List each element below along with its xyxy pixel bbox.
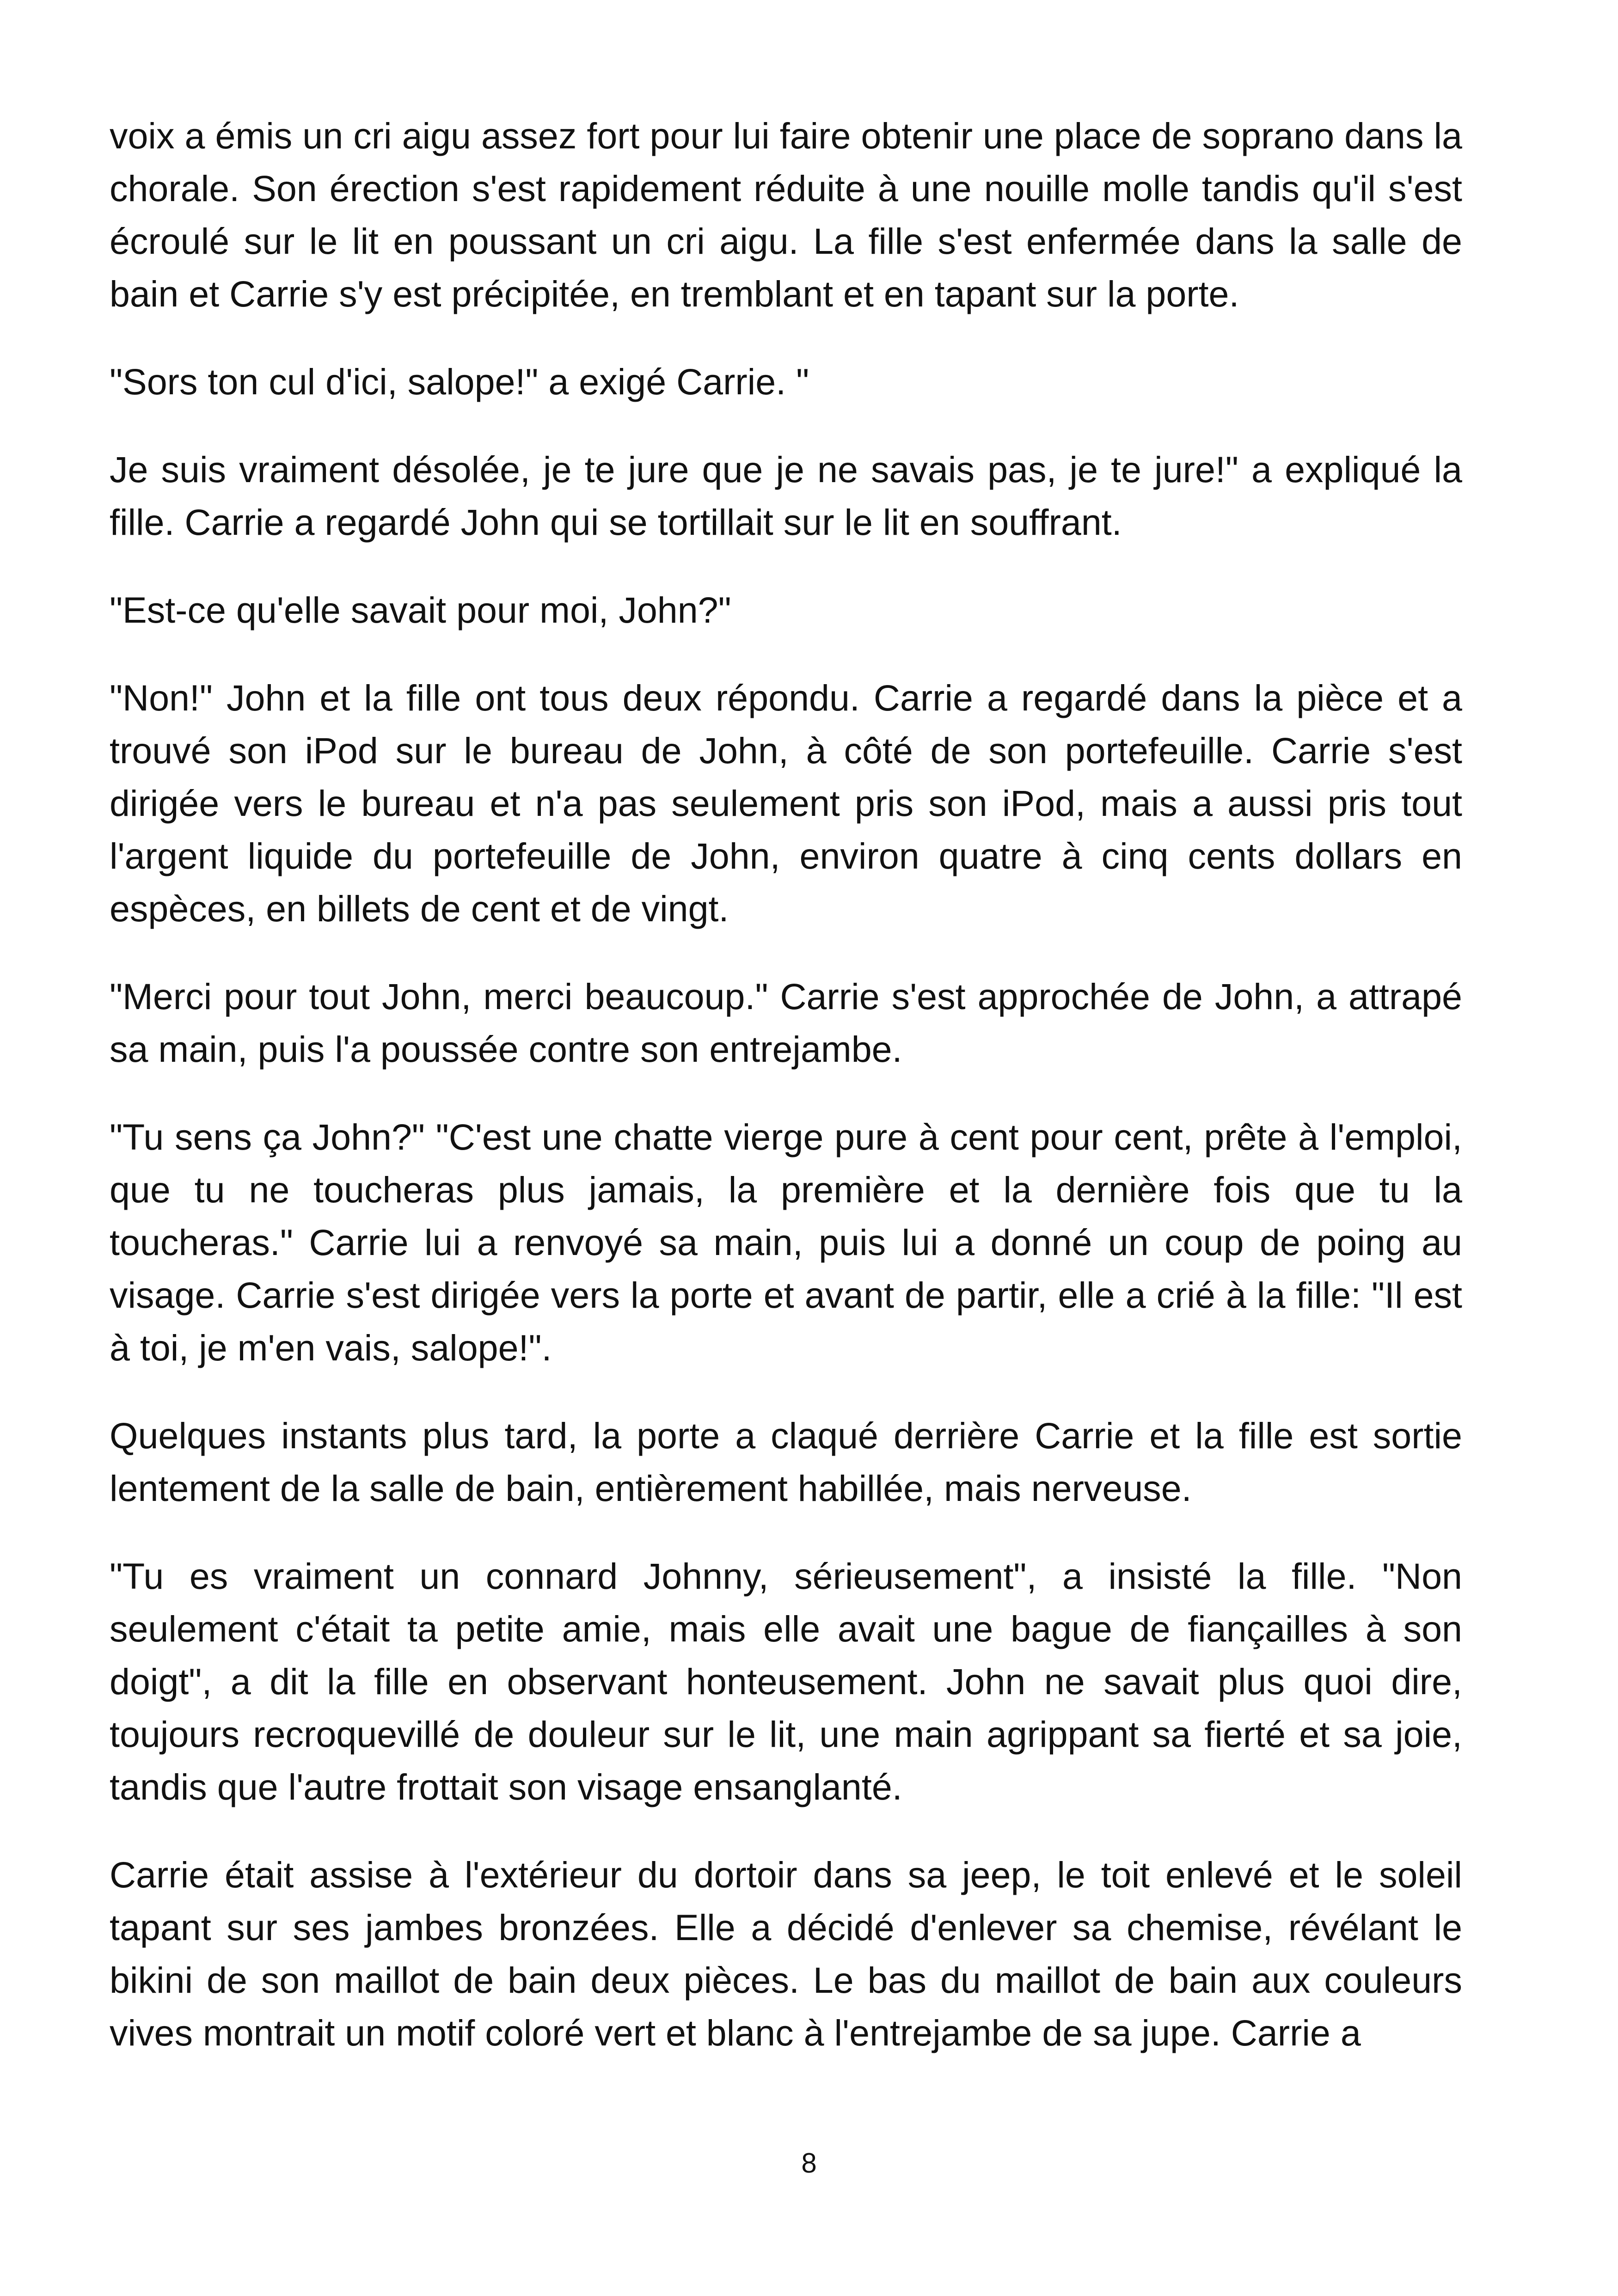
paragraph-10: Carrie était assise à l'extérieur du dortoir dans sa jeep, le toit enlevé et le soleil tapant sur ses jambes bronzées. Elle a décidé d'enlever sa chemise, révélant le bikini de son maillot de bain deux pièces. Le bas du maillot de bain aux couleurs vives montrait un motif coloré vert et blanc à l'entrejambe de sa jupe. Carrie a [110, 1854, 1462, 2053]
page-number: 8 [801, 2148, 817, 2179]
paragraph-5: "Non!" John et la fille ont tous deux répondu. Carrie a regardé dans la pièce et a trouvé son iPod sur le bureau de John, à côté de son portefeuille. Carrie s'est dirigée vers le bureau et n'a pas seulement pris son iPod, mais a aussi pris tout l'argent liquide du portefeuille de John, environ quatre à cinq cents dollars en espèces, en billets de cent et de vingt. [110, 677, 1462, 929]
paragraph-7: "Tu sens ça John?" "C'est une chatte vierge pure à cent pour cent, prête à l'emploi, que tu ne toucheras plus jamais, la première et la dernière fois que tu la toucheras." Carrie lui a renvoyé sa main, puis lui a donné un coup de poing au visage. Carrie s'est dirigée vers la porte et avant de partir, elle a crié à la fille: "Il est à toi, je m'en vais, salope!". [110, 1116, 1462, 1368]
paragraph-3: Je suis vraiment désolée, je te jure que je ne savais pas, je te jure!" a expliqué la fille. Carrie a regardé John qui se tortillait sur le lit en souffrant. [110, 449, 1462, 543]
paragraph-8: Quelques instants plus tard, la porte a claqué derrière Carrie et la fille est sortie lentement de la salle de bain, entièrement habillée, mais nerveuse. [110, 1415, 1462, 1509]
paragraph-9: "Tu es vraiment un connard Johnny, sérieusement", a insisté la fille. "Non seulement c'était ta petite amie, mais elle avait une bague de fiançailles à son doigt", a dit la fille en observant honteusement. John ne savait plus quoi dire, toujours recroquevillé de douleur sur le lit, une main agrippant sa fierté et sa joie, tandis que l'autre frottait son visage ensanglanté. [110, 1555, 1462, 1807]
body-text [110, 110, 1462, 2094]
paragraph-2: "Sors ton cul d'ici, salope!" a exigé Carrie. " [110, 361, 809, 402]
paragraph-6: "Merci pour tout John, merci beaucoup." Carrie s'est approchée de John, a attrapé sa main, puis l'a poussée contre son entrejambe. [110, 976, 1462, 1070]
paragraph-1: voix a émis un cri aigu assez fort pour lui faire obtenir une place de soprano dans la chorale. Son érection s'est rapidement réduite à une nouille molle tandis qu'il s'est écroulé sur le lit en poussant un cri aigu. La fille s'est enfermée dans la salle de bain et Carrie s'y est précipitée, en tremblant et en tapant sur la porte. [110, 115, 1462, 314]
paragraph-4: "Est-ce qu'elle savait pour moi, John?" [110, 589, 731, 631]
